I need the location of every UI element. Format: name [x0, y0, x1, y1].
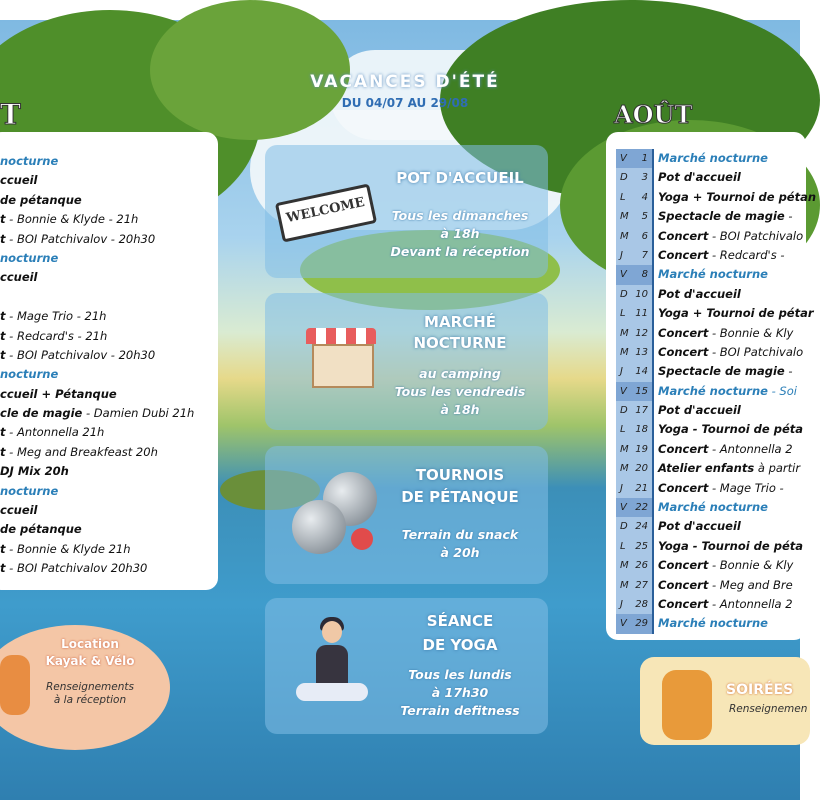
event-name: de pétanque	[0, 192, 82, 207]
card-line: au camping	[419, 366, 501, 381]
event-name: Concert	[658, 325, 709, 340]
event-name: Concert	[658, 441, 709, 456]
event-name: Concert	[658, 596, 709, 611]
day-letter: V	[620, 502, 627, 514]
event-text	[654, 459, 800, 478]
day-number: 17	[635, 405, 648, 417]
august-event-row	[616, 382, 800, 401]
july-event-row	[0, 443, 220, 462]
day-number: 29	[635, 618, 648, 630]
card-title: TOURNOIS	[415, 466, 505, 484]
day-number: 12	[635, 327, 648, 339]
event-name: t	[0, 541, 6, 556]
event-text	[654, 265, 768, 284]
event-name: Marché nocturne	[658, 616, 768, 631]
event-detail: - Bonnie & Klyde 21h	[5, 541, 131, 556]
day-cell	[616, 227, 654, 246]
event-detail: - Mage Trio - 21h	[5, 309, 107, 324]
card-line: à 18h	[440, 402, 480, 417]
event-name: nocturne	[0, 250, 59, 265]
day-number: 13	[635, 346, 648, 358]
event-detail: -	[784, 209, 793, 224]
august-event-row	[616, 227, 804, 246]
event-detail: - Meg and Breakfeast 20h	[5, 444, 158, 459]
day-cell	[616, 246, 654, 265]
august-event-row	[616, 537, 803, 556]
july-event-row	[0, 346, 220, 365]
day-number: 21	[635, 482, 648, 494]
event-name: t	[0, 347, 6, 362]
event-detail: - Bonnie & Kly	[708, 325, 794, 340]
card-line: Tous les vendredis	[394, 384, 526, 399]
event-name: Concert	[658, 228, 709, 243]
event-detail: - Bonnie & Kly	[708, 558, 794, 573]
august-event-row	[616, 576, 800, 595]
event-detail: à partir	[754, 461, 801, 476]
event-detail: -	[784, 364, 793, 379]
event-name: t	[0, 231, 6, 246]
july-event-row	[0, 482, 220, 501]
event-detail: - BOI Patchivalov 20h30	[5, 561, 148, 576]
event-detail: - Antonnella 21h	[5, 425, 105, 440]
day-cell	[616, 595, 654, 614]
kayak-title-line: Kayak & Vélo	[45, 654, 135, 668]
event-text	[654, 304, 814, 323]
day-number: 4	[641, 191, 648, 203]
event-text	[654, 207, 793, 226]
day-letter: M	[620, 211, 629, 223]
day-cell	[616, 324, 654, 343]
august-event-row	[616, 595, 800, 614]
day-number: 22	[635, 502, 648, 514]
event-name: Yoga + Tournoi de pétar	[658, 306, 814, 321]
event-text	[654, 343, 803, 362]
july-event-row	[0, 327, 220, 346]
day-number: 11	[635, 308, 648, 320]
event-name: de pétanque	[0, 522, 82, 537]
stall	[312, 344, 374, 388]
card-line: Terrain defitness	[400, 703, 520, 718]
day-letter: D	[620, 288, 628, 300]
august-event-row	[616, 498, 800, 517]
event-text	[654, 362, 793, 381]
day-letter: D	[620, 172, 628, 184]
event-name: Spectacle de magie	[658, 209, 785, 224]
event-detail: - BOI Patchivalov - 20h30	[5, 231, 156, 246]
day-cell	[616, 207, 654, 226]
card-title: NOCTURNE	[413, 334, 507, 352]
kayak-desc-line: à la réception	[53, 694, 127, 706]
august-event-row	[616, 246, 800, 265]
tree-foliage	[150, 0, 350, 140]
day-cell	[616, 459, 654, 478]
event-text	[654, 227, 803, 246]
month-heading-august: AOÛT	[614, 100, 693, 129]
crossed-legs	[296, 683, 368, 701]
event-detail: - Soi	[767, 383, 797, 398]
day-letter: J	[620, 598, 623, 610]
day-number: 5	[641, 211, 648, 223]
event-name: nocturne	[0, 154, 59, 168]
event-text	[654, 188, 816, 207]
card-line: à 17h30	[431, 685, 489, 700]
august-event-row	[616, 556, 800, 575]
kayak-description	[20, 681, 160, 707]
july-event-row	[0, 230, 220, 249]
july-event-row	[0, 249, 220, 268]
event-name: ccueil + Pétanque	[0, 386, 117, 401]
event-name: Atelier enfants	[658, 461, 755, 476]
july-event-row	[0, 152, 220, 171]
day-cell	[616, 517, 654, 536]
day-letter: L	[620, 191, 626, 203]
event-text	[654, 246, 785, 265]
event-detail: - Mage Trio -	[708, 480, 784, 495]
event-name: Spectacle de magie	[658, 364, 785, 379]
event-name: Pot d'accueil	[658, 286, 741, 301]
day-letter: M	[620, 346, 629, 358]
day-letter: V	[620, 385, 627, 397]
day-number: 14	[635, 366, 648, 378]
event-text	[654, 595, 793, 614]
july-event-row	[0, 365, 220, 384]
day-cell	[616, 285, 654, 304]
flyer-title: VACANCES D'ÉTÉ	[310, 72, 500, 92]
event-name: DJ Mix 20h	[0, 464, 69, 479]
head	[322, 621, 342, 643]
august-event-row	[616, 324, 800, 343]
day-letter: L	[620, 540, 626, 552]
july-event-row	[0, 520, 220, 539]
august-event-row	[616, 207, 800, 226]
event-text	[654, 168, 741, 187]
petanque-ball-icon	[292, 500, 346, 554]
day-cell	[616, 401, 654, 420]
event-text	[654, 149, 768, 168]
day-number: 28	[635, 598, 648, 610]
event-name: ccueil	[0, 173, 38, 188]
event-detail: - Bonnie & Klyde - 21h	[5, 212, 139, 227]
event-name: Concert	[658, 558, 709, 573]
day-letter: J	[620, 482, 623, 494]
torso	[316, 645, 348, 687]
day-cell	[616, 556, 654, 575]
event-name: Pot d'accueil	[658, 170, 741, 185]
day-letter: J	[620, 366, 623, 378]
event-name: Yoga - Tournoi de péta	[658, 422, 803, 437]
event-detail: - Antonnella 2	[708, 596, 793, 611]
card-title: POT D'ACCUEIL	[396, 169, 524, 187]
event-text	[654, 479, 784, 498]
day-number: 18	[635, 424, 648, 436]
august-event-row	[616, 285, 800, 304]
event-name: Pot d'accueil	[658, 403, 741, 418]
day-letter: J	[620, 249, 623, 261]
august-event-row	[616, 304, 814, 323]
card-line: à 18h	[440, 226, 480, 241]
event-name: Concert	[658, 344, 709, 359]
day-cell	[616, 304, 654, 323]
event-detail: - Redcard's - 21h	[5, 328, 108, 343]
event-text	[654, 556, 793, 575]
july-event-row	[0, 385, 220, 404]
event-text	[654, 576, 793, 595]
august-event-row	[616, 459, 800, 478]
kayak-title	[20, 636, 160, 670]
day-cell	[616, 614, 654, 633]
event-name: t	[0, 425, 6, 440]
event-name: t	[0, 328, 6, 343]
awning	[306, 328, 376, 344]
card-line: Devant la réception	[390, 244, 530, 259]
card-line: Tous les dimanches	[391, 208, 529, 223]
card-title: DE PÉTANQUE	[401, 488, 519, 506]
event-text	[654, 285, 741, 304]
day-letter: M	[620, 443, 629, 455]
day-letter: D	[620, 521, 628, 533]
market-stall-illustration	[290, 322, 390, 407]
event-detail: - Meg and Bre	[708, 577, 793, 592]
event-text	[654, 401, 741, 420]
event-text	[654, 614, 768, 633]
event-text	[654, 382, 797, 401]
flyer-dates: DU 04/07 AU 29/08	[341, 96, 469, 110]
day-letter: D	[620, 405, 628, 417]
event-detail: - Damien Dubi 21h	[82, 406, 195, 421]
day-number: 7	[641, 249, 648, 261]
august-schedule-list	[616, 149, 817, 634]
august-event-row	[616, 188, 817, 207]
day-cell	[616, 479, 654, 498]
day-number: 1	[641, 153, 648, 164]
july-event-row	[0, 268, 220, 287]
july-event-row	[0, 210, 220, 229]
event-name: Marché nocturne	[658, 500, 768, 515]
day-cell	[616, 576, 654, 595]
day-number: 27	[635, 579, 648, 591]
day-letter: M	[620, 327, 629, 339]
event-name: t	[0, 309, 6, 324]
yoga-person-illustration	[292, 615, 372, 715]
august-event-row	[616, 420, 803, 439]
day-cell	[616, 498, 654, 517]
card-line: Terrain du snack	[401, 527, 519, 542]
event-text	[654, 420, 803, 439]
july-event-row	[0, 540, 220, 559]
day-cell	[616, 440, 654, 459]
event-name: Concert	[658, 247, 709, 262]
event-name: ccueil	[0, 503, 38, 518]
event-name: Yoga - Tournoi de péta	[658, 538, 803, 553]
event-name: Marché nocturne	[658, 151, 768, 165]
july-event-row	[0, 288, 220, 307]
card-line: à 20h	[440, 545, 480, 560]
card-title: SÉANCE	[426, 612, 494, 630]
welcome-sign: WELCOME	[275, 183, 377, 242]
august-event-row	[616, 265, 800, 284]
july-event-row	[0, 191, 220, 210]
day-cell	[616, 168, 654, 187]
card-title: DE YOGA	[422, 636, 498, 654]
day-number: 6	[641, 230, 648, 242]
event-text	[654, 517, 741, 536]
day-number: 10	[635, 288, 648, 300]
jack-ball-icon	[351, 528, 373, 550]
august-event-row	[616, 149, 800, 168]
day-letter: V	[620, 153, 627, 164]
card-title: MARCHÉ	[424, 313, 496, 331]
august-event-row	[616, 343, 804, 362]
event-name: cle de magie	[0, 406, 83, 421]
event-name: Marché nocturne	[658, 383, 768, 398]
event-text	[654, 324, 793, 343]
august-event-row	[616, 440, 800, 459]
day-letter: L	[620, 308, 626, 320]
july-event-row	[0, 559, 220, 578]
day-number: 24	[635, 521, 648, 533]
event-detail: - BOI Patchivalo	[708, 228, 804, 243]
tiger-mascot-icon	[662, 670, 712, 740]
event-name: Concert	[658, 577, 709, 592]
july-schedule-list	[0, 152, 220, 579]
day-number: 15	[635, 385, 648, 397]
day-cell	[616, 265, 654, 284]
event-text	[654, 537, 803, 556]
soirees-title: SOIRÉES	[726, 682, 794, 698]
event-name: t	[0, 212, 6, 227]
event-name: Pot d'accueil	[658, 519, 741, 534]
day-letter: M	[620, 560, 629, 572]
day-cell	[616, 343, 654, 362]
august-event-row	[616, 401, 800, 420]
event-name: t	[0, 561, 6, 576]
july-event-row	[0, 501, 220, 520]
day-cell	[616, 149, 654, 168]
day-cell	[616, 382, 654, 401]
day-cell	[616, 537, 654, 556]
soirees-description: Renseignemen	[729, 703, 808, 715]
event-name: Yoga + Tournoi de pétan	[658, 189, 817, 204]
day-number: 26	[635, 560, 648, 572]
day-number: 25	[635, 540, 648, 552]
july-event-row	[0, 404, 220, 423]
july-event-row	[0, 307, 220, 326]
july-event-row	[0, 462, 220, 481]
day-letter: M	[620, 230, 629, 242]
day-letter: L	[620, 424, 626, 436]
day-number: 20	[635, 463, 648, 475]
july-event-row	[0, 423, 220, 442]
event-detail: - BOI Patchivalov - 20h30	[5, 347, 156, 362]
kayak-title-line: Location	[61, 637, 119, 651]
day-number: 19	[635, 443, 648, 455]
event-name: nocturne	[0, 483, 59, 498]
day-letter: V	[620, 618, 627, 630]
kayak-desc-line: Renseignements	[46, 681, 134, 693]
day-number: 3	[641, 172, 648, 184]
event-name: ccueil	[0, 270, 38, 285]
august-event-row	[616, 168, 800, 187]
day-number: 8	[641, 269, 648, 281]
day-cell	[616, 188, 654, 207]
month-heading-july: T	[0, 98, 21, 131]
event-name: Concert	[658, 480, 709, 495]
event-text	[654, 440, 793, 459]
event-text	[654, 498, 768, 517]
event-name: nocturne	[0, 367, 59, 382]
event-detail: - Antonnella 2	[708, 441, 793, 456]
card-line: Tous les lundis	[408, 667, 512, 682]
day-letter: M	[620, 579, 629, 591]
august-event-row	[616, 517, 800, 536]
event-detail: - BOI Patchivalo	[708, 344, 804, 359]
event-name: Marché nocturne	[658, 267, 768, 282]
august-event-row	[616, 614, 800, 633]
event-name: t	[0, 444, 6, 459]
august-event-row	[616, 479, 800, 498]
day-letter: M	[620, 463, 629, 475]
day-cell	[616, 362, 654, 381]
july-event-row	[0, 171, 220, 190]
day-letter: V	[620, 269, 627, 281]
event-detail: - Redcard's -	[708, 247, 785, 262]
august-event-row	[616, 362, 800, 381]
day-cell	[616, 420, 654, 439]
